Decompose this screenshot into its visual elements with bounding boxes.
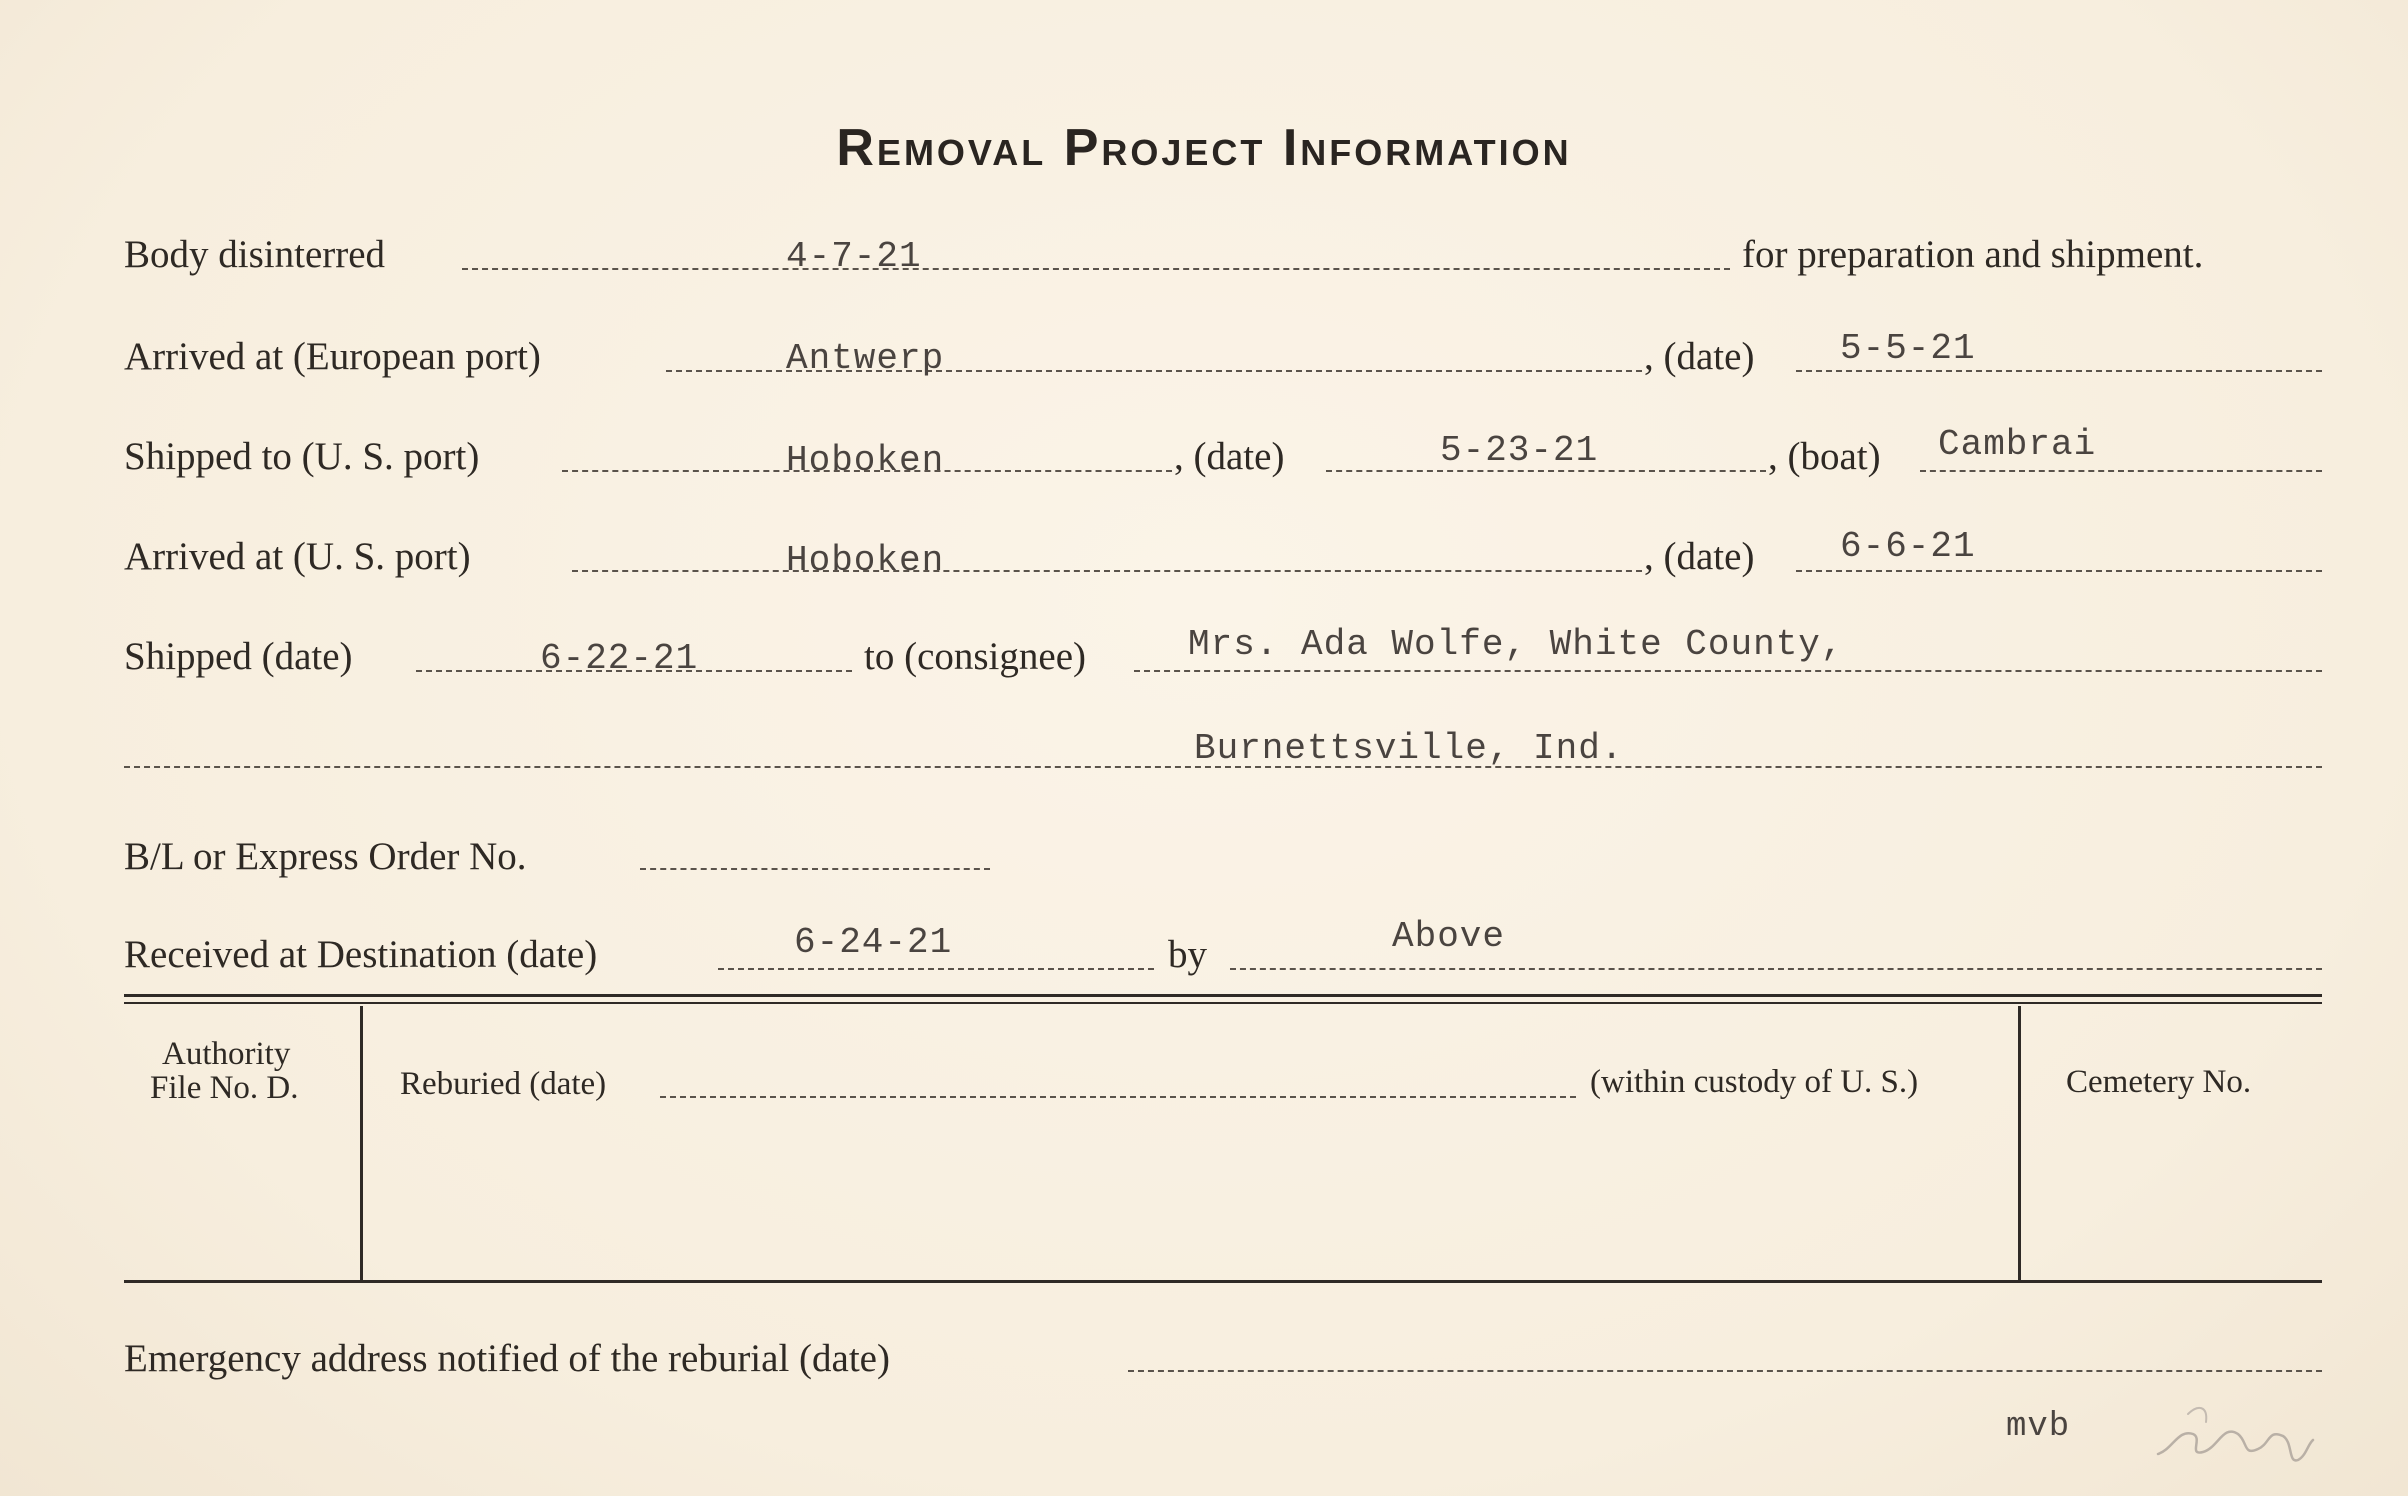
received-date: 6-24-21 <box>794 922 953 963</box>
arrived-eu-label: Arrived at (European port) <box>124 335 541 378</box>
arrived-eu-port: Antwerp <box>786 338 945 379</box>
disinterred-date: 4-7-21 <box>786 236 922 277</box>
table-bottom-rule <box>124 1280 2322 1283</box>
reburied-line <box>660 1096 1576 1098</box>
bl-line <box>640 868 990 870</box>
disinterred-suffix: for preparation and shipment. <box>1742 233 2204 276</box>
received-date-line <box>718 968 1154 970</box>
arrived-eu-date: 5-5-21 <box>1840 328 1976 369</box>
authority-label-2: File No. D. <box>150 1070 299 1106</box>
arrived-us-port-line <box>572 570 1642 572</box>
emergency-label: Emergency address notified of the reburial (date) <box>124 1337 890 1380</box>
arrived-us-port: Hoboken <box>786 540 945 581</box>
shipped-date-value: 6-22-21 <box>540 638 699 679</box>
arrived-us-date-line <box>1796 570 2322 572</box>
shipped-date-label: Shipped (date) <box>124 635 353 678</box>
received-label: Received at Destination (date) <box>124 933 598 976</box>
arrived-us-date: 6-6-21 <box>1840 526 1976 567</box>
table-divider-right <box>2018 1006 2021 1282</box>
arrived-eu-date-label: , (date) <box>1644 335 1755 378</box>
handwritten-signature <box>2148 1394 2318 1474</box>
shipped-us-date: 5-23-21 <box>1440 430 1599 471</box>
received-by: Above <box>1392 916 1506 957</box>
arrived-us-label: Arrived at (U. S. port) <box>124 535 471 578</box>
shipped-us-boat-label: , (boat) <box>1768 435 1881 478</box>
table-top-rule-2 <box>124 1002 2322 1004</box>
shipped-us-label: Shipped to (U. S. port) <box>124 435 480 478</box>
arrived-us-date-label: , (date) <box>1644 535 1755 578</box>
shipped-us-date-label: , (date) <box>1174 435 1285 478</box>
authority-label-1: Authority <box>162 1036 291 1072</box>
shipped-us-port: Hoboken <box>786 440 945 481</box>
arrived-eu-date-line <box>1796 370 2322 372</box>
cemetery-label: Cemetery No. <box>2066 1064 2252 1100</box>
disinterred-line <box>462 268 1730 270</box>
received-by-label: by <box>1168 933 1207 976</box>
custody-label: (within custody of U. S.) <box>1590 1064 1919 1100</box>
table-divider-left <box>360 1006 363 1282</box>
typist-initials: mvb <box>2006 1408 2071 1446</box>
table-top-rule-1 <box>124 994 2322 997</box>
page-title: Removal Project Information <box>836 119 1572 177</box>
reburied-label: Reburied (date) <box>400 1066 607 1102</box>
received-by-line <box>1230 968 2322 970</box>
consignee-label: to (consignee) <box>864 635 1087 678</box>
shipped-us-boat: Cambrai <box>1938 424 2097 465</box>
emergency-line <box>1128 1370 2322 1372</box>
consignee-line-1 <box>1134 670 2322 672</box>
disinterred-label: Body disinterred <box>124 233 386 276</box>
bl-label: B/L or Express Order No. <box>124 835 527 878</box>
shipped-us-boat-line <box>1920 470 2322 472</box>
consignee-value-2: Burnettsville, Ind. <box>1194 728 1624 769</box>
consignee-value-1: Mrs. Ada Wolfe, White County, <box>1188 624 1844 665</box>
